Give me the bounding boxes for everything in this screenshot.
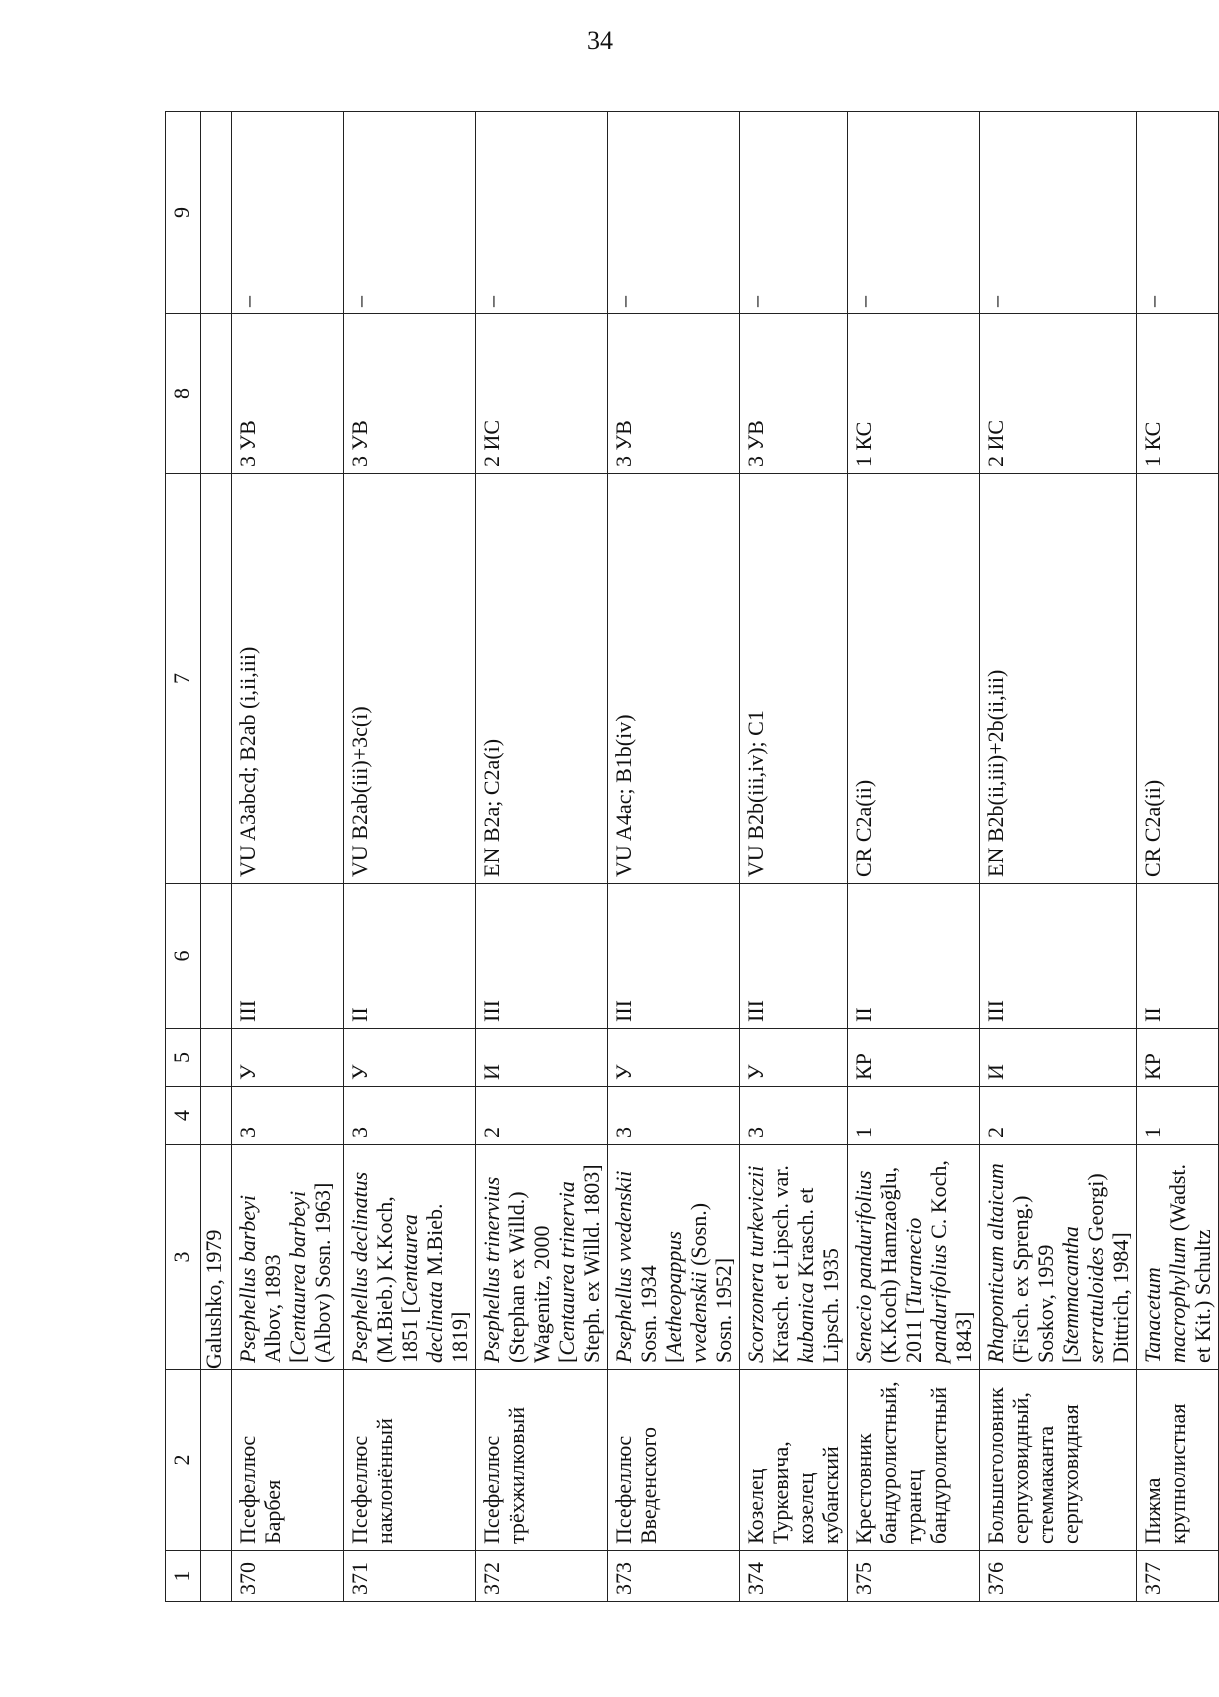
russian-name: Крестовник бандуролистный, туранец бандуролистный: [848, 1370, 980, 1551]
synonym-name: kubanica: [793, 1282, 818, 1363]
table-row: [1137, 112, 1219, 1602]
table-row: [344, 112, 476, 1602]
synonym-bracket: [: [901, 1306, 926, 1315]
latin-name-cell: [344, 1145, 476, 1370]
russian-name: Большеголовник серпуховидный, стеммаканта серпуховидная: [980, 1370, 1137, 1551]
category-number: 1: [1137, 1087, 1219, 1145]
synonym-author: C. Koch, 1843]: [926, 1160, 976, 1363]
russian-name: Псефеллюс Барбея: [232, 1370, 344, 1551]
priority-level: II: [1137, 884, 1219, 1029]
priority-level: III: [476, 884, 608, 1029]
row-number: 374: [740, 1551, 848, 1602]
iucn-criteria: VU A4ac; B1b(iv): [608, 474, 740, 884]
status-code: У: [608, 1029, 740, 1087]
page-number: 34: [587, 26, 613, 55]
status-category: 3 УВ: [232, 314, 344, 474]
header-cell: 3: [166, 1145, 201, 1370]
continuation-author: Galushko, 1979: [201, 1145, 232, 1370]
category-number: 2: [980, 1087, 1137, 1145]
status-code: КР: [1137, 1029, 1219, 1087]
status-category: 3 УВ: [344, 314, 476, 474]
latin-author: (Wadst. et Kit.) Schultz: [1165, 1163, 1215, 1363]
status-category: 3 УВ: [740, 314, 848, 474]
status-code: У: [344, 1029, 476, 1087]
synonym-name: Turanecio pandurifolius: [901, 1217, 951, 1363]
priority-level: II: [344, 884, 476, 1029]
rotated-table-container: [165, 112, 1215, 1602]
synonym-name: Centaurea barbeyi: [285, 1190, 310, 1356]
latin-name-cell: [980, 1145, 1137, 1370]
column-9-value: –: [608, 112, 740, 314]
header-cell: 1: [166, 1551, 201, 1602]
header-cell: 9: [166, 112, 201, 314]
column-9-value: –: [344, 112, 476, 314]
latin-author: Krasch. et Lipsch. var.: [768, 1165, 793, 1363]
latin-author: (K.Koch) Hamzaoğlu, 2011: [876, 1166, 926, 1363]
latin-author: Albov, 1893: [260, 1254, 285, 1363]
row-number: 373: [608, 1551, 740, 1602]
synonym-author: M.Bieb. 1819]: [422, 1203, 472, 1363]
synonym-bracket: [: [1058, 1355, 1083, 1363]
iucn-criteria: EN B2b(ii,iii)+2b(ii,iii): [980, 474, 1137, 884]
iucn-criteria: EN B2a; C2a(i): [476, 474, 608, 884]
synonym-author: (Albov) Sosn. 1963]: [310, 1182, 335, 1363]
priority-level: III: [980, 884, 1137, 1029]
row-number: 370: [232, 1551, 344, 1602]
status-category: 2 ИС: [476, 314, 608, 474]
synonym-name: Stemmacantha serratuloides: [1058, 1226, 1108, 1363]
category-number: 3: [232, 1087, 344, 1145]
species-table: [165, 111, 1219, 1602]
table-row: [980, 112, 1137, 1602]
table-row: [476, 112, 608, 1602]
iucn-criteria: CR C2a(ii): [1137, 474, 1219, 884]
priority-level: II: [848, 884, 980, 1029]
iucn-criteria: VU B2ab(iii)+3c(i): [344, 474, 476, 884]
priority-level: III: [608, 884, 740, 1029]
table-row: [608, 112, 740, 1602]
synonym-name: Centaurea declinata: [397, 1214, 447, 1363]
row-number: 375: [848, 1551, 980, 1602]
latin-name: Psephellus vvedenskii: [611, 1170, 636, 1363]
russian-name: Козелец Туркевича, козелец кубанский: [740, 1370, 848, 1551]
latin-author: (M.Bieb.) K.Koch, 1851: [372, 1196, 422, 1363]
latin-name-cell: [608, 1145, 740, 1370]
status-category: 3 УВ: [608, 314, 740, 474]
latin-name-cell: [848, 1145, 980, 1370]
column-9-value: –: [740, 112, 848, 314]
row-number: 376: [980, 1551, 1137, 1602]
table-row: [232, 112, 344, 1602]
header-row: [166, 112, 201, 1602]
russian-name: Псефеллюс наклонённый: [344, 1370, 476, 1551]
category-number: 3: [344, 1087, 476, 1145]
latin-name: Tanacetum macrophyllum: [1140, 1236, 1190, 1363]
synonym-name: Centaurea trinervia: [554, 1181, 579, 1356]
synonym-bracket: [: [285, 1355, 310, 1363]
latin-name: Psephellus declinatus: [347, 1171, 372, 1363]
table-row: [848, 112, 980, 1602]
header-cell: 7: [166, 474, 201, 884]
status-code: У: [740, 1029, 848, 1087]
latin-author: (Fisch. ex Spreng.) Soskov, 1959: [1008, 1195, 1058, 1363]
continuation-row: [201, 112, 232, 1602]
latin-name: Senecio pandurifolius: [851, 1170, 876, 1363]
row-number: 371: [344, 1551, 476, 1602]
latin-name-cell: [232, 1145, 344, 1370]
header-cell: 8: [166, 314, 201, 474]
latin-name-cell: [1137, 1145, 1219, 1370]
status-code: КР: [848, 1029, 980, 1087]
category-number: 2: [476, 1087, 608, 1145]
category-number: 3: [740, 1087, 848, 1145]
header-cell: 4: [166, 1087, 201, 1145]
latin-name-cell: [740, 1145, 848, 1370]
latin-name-cell: [476, 1145, 608, 1370]
column-9-value: –: [232, 112, 344, 314]
synonym-bracket: [: [554, 1355, 579, 1363]
synonym-author: Georgi) Dittrich, 1984]: [1083, 1173, 1133, 1363]
column-9-value: –: [980, 112, 1137, 314]
table-row: [740, 112, 848, 1602]
row-number: 372: [476, 1551, 608, 1602]
column-9-value: –: [848, 112, 980, 314]
row-number: 377: [1137, 1551, 1219, 1602]
synonym-name: Aetheopappus vvedenskii: [661, 1231, 711, 1363]
synonym-author: Steph. ex Willd. 1803]: [579, 1164, 604, 1363]
synonym-bracket: [: [661, 1355, 686, 1363]
status-code: У: [232, 1029, 344, 1087]
iucn-criteria: VU B2b(iii,iv); C1: [740, 474, 848, 884]
latin-name: Psephellus trinervius: [479, 1176, 504, 1363]
latin-author: (Stephan ex Willd.) Wagenitz, 2000: [504, 1191, 554, 1363]
latin-author: Sosn. 1934: [636, 1265, 661, 1363]
status-category: 2 ИС: [980, 314, 1137, 474]
russian-name: Псефеллюс Введенского: [608, 1370, 740, 1551]
iucn-criteria: CR C2a(ii): [848, 474, 980, 884]
status-category: 1 КС: [1137, 314, 1219, 474]
russian-name: Пижма крупнолистная: [1137, 1370, 1219, 1551]
column-9-value: –: [476, 112, 608, 314]
header-cell: 2: [166, 1370, 201, 1551]
category-number: 1: [848, 1087, 980, 1145]
latin-name: Scorzonera turkeviczii: [743, 1165, 768, 1363]
synonym-bracket: [: [397, 1306, 422, 1314]
column-9-value: –: [1137, 112, 1219, 314]
priority-level: III: [232, 884, 344, 1029]
status-code: И: [476, 1029, 608, 1087]
synonym-author: Krasch. et Lipsch. 1935: [793, 1187, 843, 1363]
russian-name: Псефеллюс трёхжилковый: [476, 1370, 608, 1551]
status-code: И: [980, 1029, 1137, 1087]
category-number: 3: [608, 1087, 740, 1145]
header-cell: 5: [166, 1029, 201, 1087]
table-body: [232, 112, 1219, 1602]
header-cell: 6: [166, 884, 201, 1029]
latin-name: Rhaponticum altaicum: [983, 1163, 1008, 1363]
iucn-criteria: VU A3abcd; B2ab (i,ii,iii): [232, 474, 344, 884]
status-category: 1 КС: [848, 314, 980, 474]
priority-level: III: [740, 884, 848, 1029]
latin-name: Psephellus barbeyi: [235, 1194, 260, 1363]
synonym-author: (Sosn.) Sosn. 1952]: [686, 1202, 736, 1363]
